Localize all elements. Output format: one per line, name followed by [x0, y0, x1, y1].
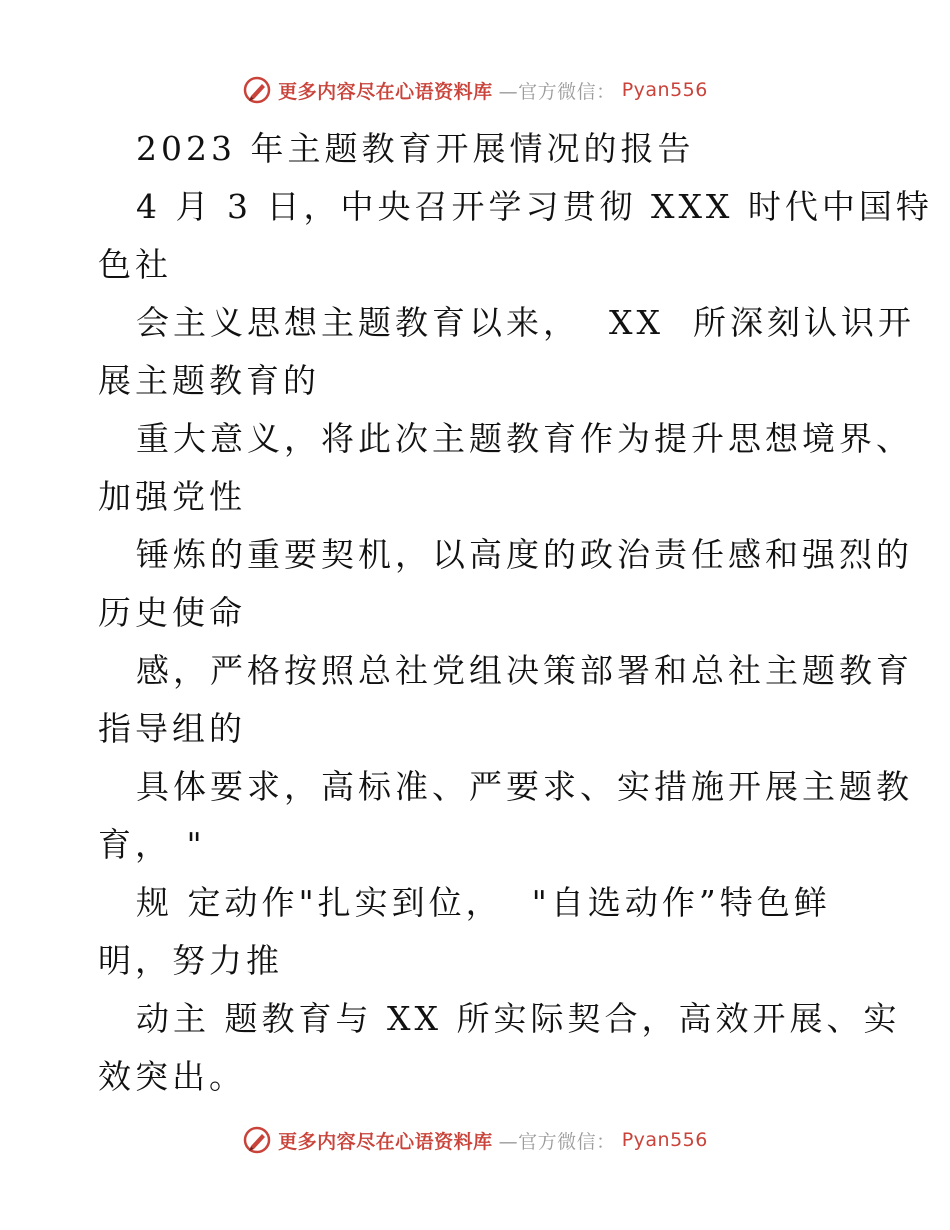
text-line: 明，努力推 [98, 941, 283, 980]
pen-logo-icon [242, 1125, 272, 1155]
text-line: 色社 [98, 245, 172, 284]
document-title: 2023 年主题教育开展情况的报告 [136, 129, 695, 168]
text-line: 感，严格按照总社党组决策部署和总社主题教育 [136, 651, 913, 690]
text-line: 加强党性 [98, 477, 246, 516]
watermark-text: 更多内容尽在心语资料库 [278, 1130, 493, 1153]
document-body [98, 120, 933, 1106]
pen-logo-icon [242, 75, 272, 105]
watermark-header [0, 70, 950, 110]
text-line: 4 月 3 日，中央召开学习贯彻 XXX 时代中国特 [136, 187, 933, 226]
text-line: 指导组的 [98, 709, 246, 748]
text-line: 育， " [98, 825, 206, 864]
text-line: 具体要求，高标准、严要求、实措施开展主题教 [136, 767, 913, 806]
watermark-text: 更多内容尽在心语资料库 [278, 80, 493, 103]
text-line: 规 定动作"扎实到位， "自选动作”特色鲜 [136, 883, 831, 922]
watermark-wechat-label: —官方微信： [498, 1130, 616, 1153]
text-line: 历史使命 [98, 593, 246, 632]
watermark-footer [0, 1120, 950, 1160]
watermark-wechat-label: —官方微信： [498, 80, 616, 103]
text-line: 展主题教育的 [98, 361, 320, 400]
watermark-wechat-id: Pyan556 [621, 1129, 708, 1151]
text-line: 锤炼的重要契机，以高度的政治责任感和强烈的 [136, 535, 913, 574]
text-line: 重大意义，将此次主题教育作为提升思想境界、 [136, 419, 913, 458]
text-line: 效突出。 [98, 1057, 246, 1096]
text-line: 会主义思想主题教育以来， XX 所深刻认识开 [136, 303, 915, 342]
text-line: 动主 题教育与 XX 所实际契合，高效开展、实 [136, 999, 901, 1038]
watermark-wechat-id: Pyan556 [621, 79, 708, 101]
